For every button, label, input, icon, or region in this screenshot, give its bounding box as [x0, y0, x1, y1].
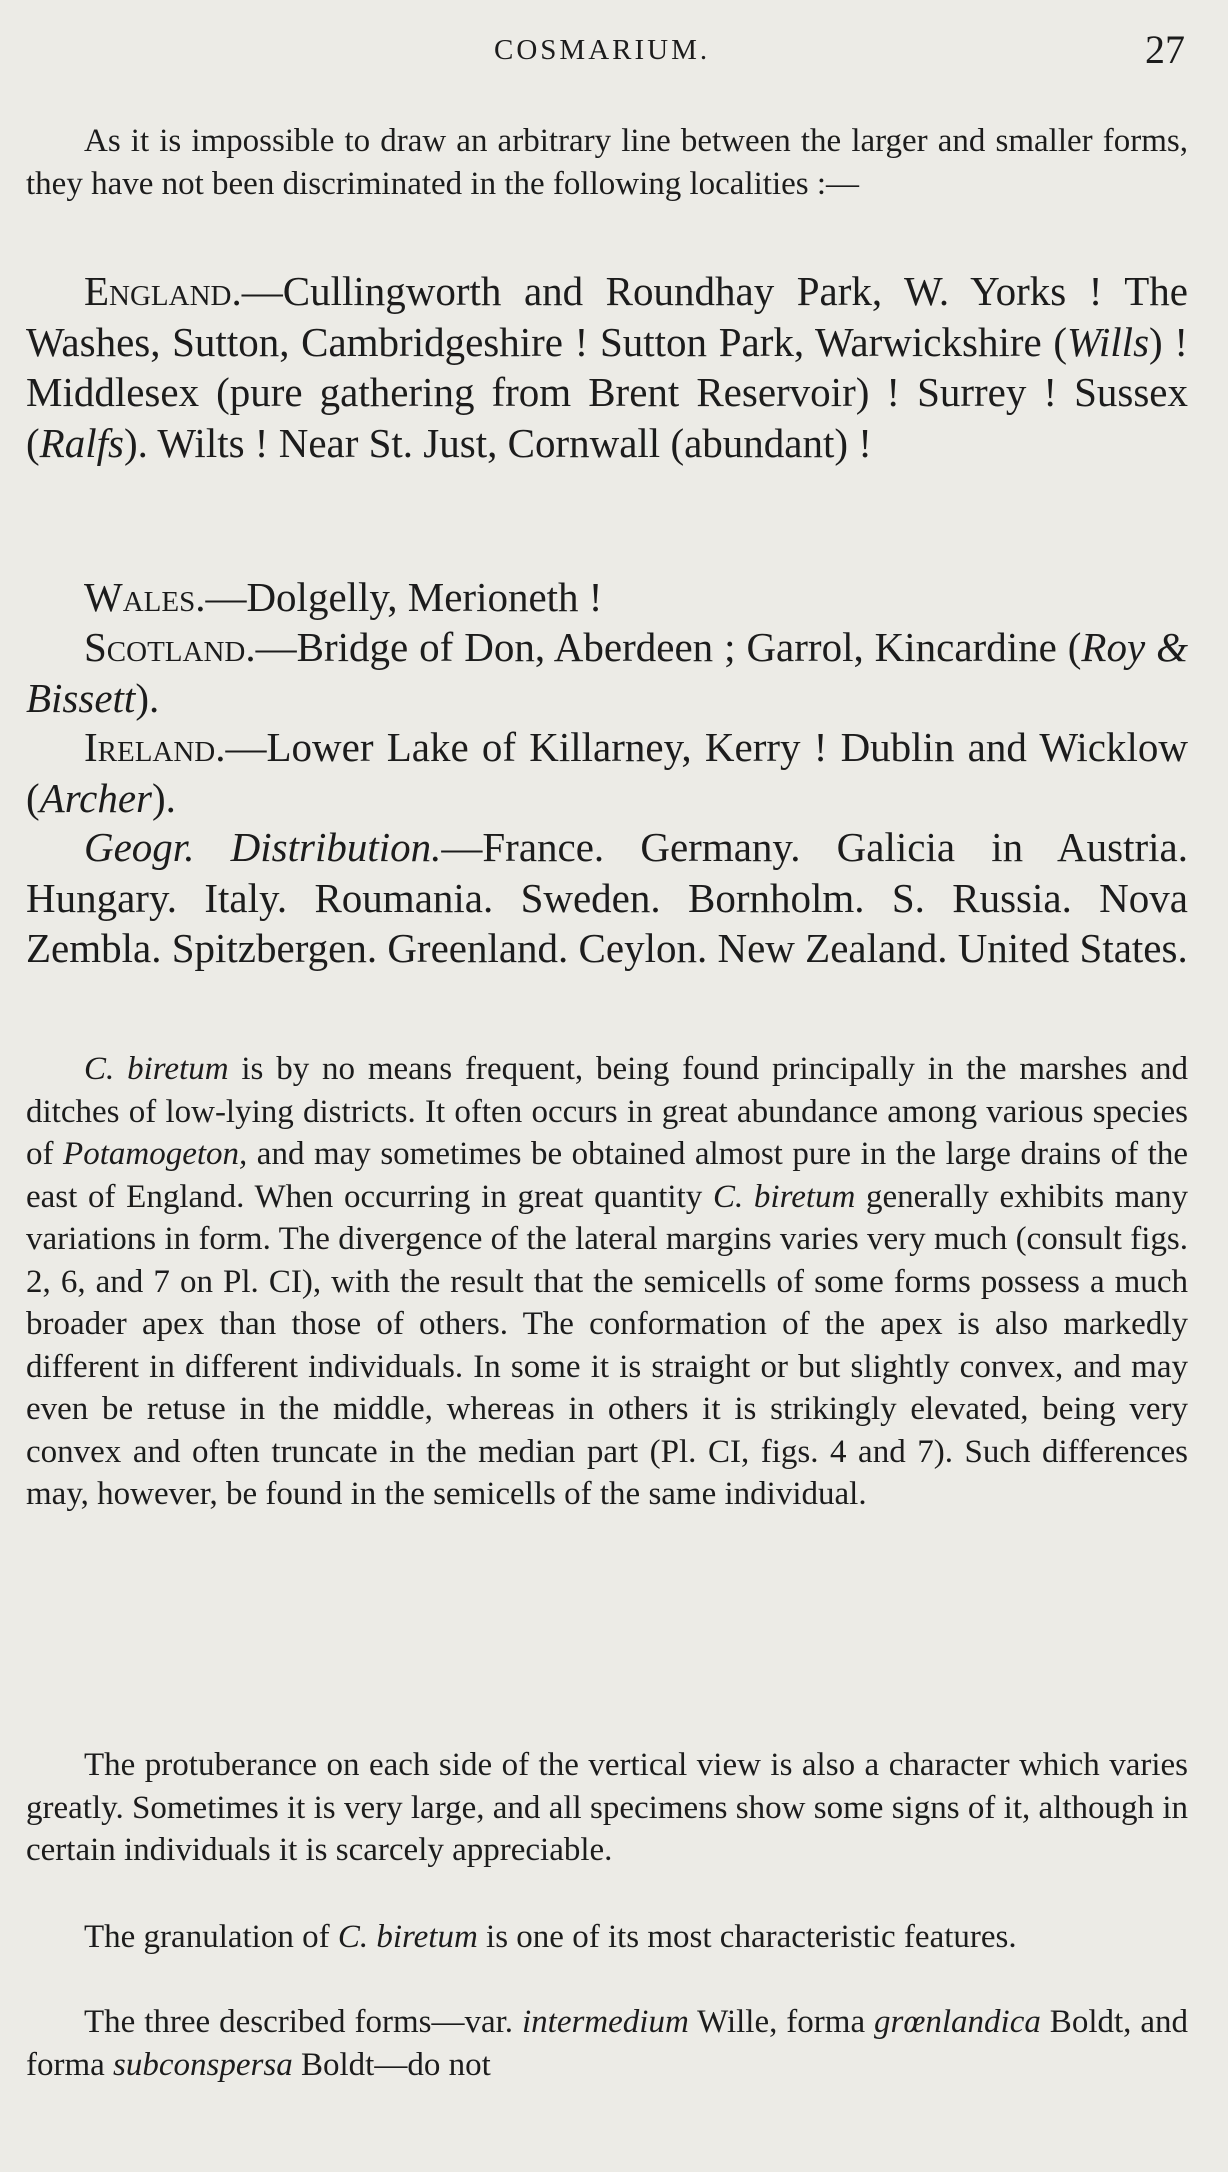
species-name: C. biretum — [84, 1051, 229, 1087]
genus-name: Potamogeton, — [63, 1136, 248, 1172]
country-label: England. — [84, 268, 242, 314]
locality-scotland: Scotland.—Bridge of Don, Aberdeen ; Garrol, Kincardine (Roy & Bissett). — [26, 624, 1188, 721]
country-label: Scotland. — [84, 624, 256, 670]
forma-name: subconspersa — [113, 2046, 293, 2083]
page-header — [0, 26, 1228, 76]
protuberance-paragraph: The protuberance on each side of the vertical view is also a character which varies greatly. Sometimes it is very large, and all specimens show some signs of it, although in certain individuals it is scarcely appreciable. — [26, 1747, 1188, 1868]
country-label: Wales. — [84, 574, 206, 620]
biretum-paragraph: C. biretum is by no means frequent, being found principally in the marshes and ditches of low-lying districts. It often occurs in great abundance among various species of Potamogeton, and may sometimes be obtained almost pure in the large drains of the east of England. When occurring in great quantity C. biretum generally exhibits many variations in form. The divergence of the lateral margins varies very much (consult figs. 2, 6, and 7 on Pl. CI), with the result that the semicells of some forms possess a much broader apex than those of others. The conformation of the apex is also markedly different in different individuals. In some it is straight or but slightly convex, and may even be retuse in the middle, whereas in others it is strikingly elevated, being very convex and often truncate in the median part (Pl. CI, figs. 4 and 7). Such differences may, however, be found in the semicells of the same individual. — [26, 1051, 1188, 1512]
intro-paragraph: As it is impossible to draw an arbitrary line between the larger and smaller forms, they have not been discriminated in the following localities :— — [26, 123, 1188, 202]
authority-name: Archer — [39, 774, 152, 821]
forms-paragraph: The three described forms—var. intermedium Wille, forma grœnlandica Boldt, and forma subconspersa Boldt—do not — [26, 2004, 1188, 2083]
running-title: COSMARIUM. — [494, 34, 711, 66]
variety-name: intermedium — [521, 2004, 689, 2040]
country-label: Ireland. — [84, 724, 226, 770]
granulation-paragraph: The granulation of C. biretum is one of its most characteristic features. — [84, 1919, 1017, 1955]
geographical-distribution: Geogr. Distribution.—France. Germany. Galicia in Austria. Hungary. Italy. Roumania. Sweden. Bornholm. S. Russia. Nova Zembla. Spitzbergen. Greenland. Ceylon. New Zealand. United States. — [26, 824, 1188, 971]
authority-name: Ralfs — [39, 419, 124, 466]
locality-wales: Wales.—Dolgelly, Merioneth ! — [84, 574, 603, 620]
distribution-label: Geogr. Distribution. — [84, 824, 442, 870]
locality-ireland: Ireland.—Lower Lake of Killarney, Kerry ! Dublin and Wicklow (Archer). — [26, 724, 1188, 821]
forma-name: grœnlandica — [874, 2004, 1041, 2040]
species-name: C. biretum — [337, 1919, 478, 1955]
locality-england: England.—Cullingworth and Roundhay Park, W. Yorks ! The Washes, Sutton, Cambridgeshire ! Sutton Park, Warwickshire (Wills) ! Middlesex (pure gathering from Brent Reservoir) ! Surrey ! Sussex (Ralfs). Wilts ! Near St. Just, Cornwall (abundant) ! — [26, 268, 1188, 466]
species-name: C. biretum — [712, 1178, 856, 1215]
authority-name: Roy & Bissett — [26, 624, 1188, 721]
page-number: 27 — [1145, 27, 1185, 72]
authority-name: Wills — [1067, 318, 1150, 365]
